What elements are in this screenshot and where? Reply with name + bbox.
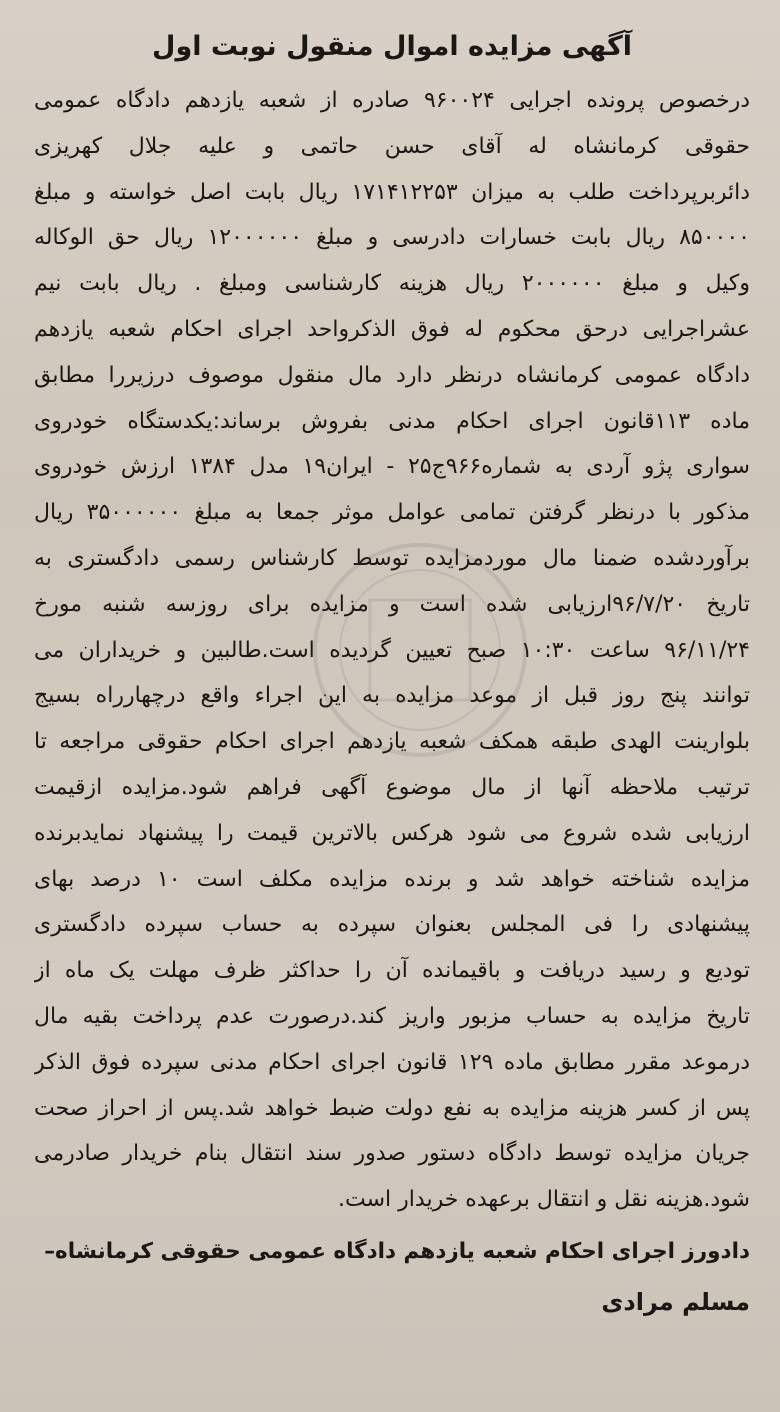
body-line: پس از کسر هزینه مزایده به نفع دولت ضبط خواهد شد.پس از احراز صحت xyxy=(34,1095,750,1121)
body-line: تاریخ مزایده به حساب مزبور واریز کند.درصورت عدم پرداخت بقیه مال xyxy=(34,1003,750,1029)
body-line: شود.هزینه نقل و انتقال برعهده خریدار است. xyxy=(338,1187,750,1213)
signature-title: دادورز اجرای احکام شعبه یازدهم دادگاه عمومی حقوقی کرمانشاه– xyxy=(44,1238,750,1264)
notice-body xyxy=(34,78,750,1223)
body-line: دائربرپرداخت طلب به میزان ۱۷۱۴۱۲۲۵۳ ریال بابت اصل خواسته و مبلغ xyxy=(34,179,750,205)
body-line: برآوردشده ضمنا مال موردمزایده توسط کارشناس رسمی دادگستری به xyxy=(34,545,750,571)
body-line: جریان مزایده توسط دادگاه دستور صدور سند انتقال بنام خریدار صادرمی xyxy=(34,1141,750,1167)
body-line: پیشنهادی را فی المجلس بعنوان سپرده به حساب سپرده دادگستری xyxy=(34,912,750,938)
body-line: ماده ۱۱۳قانون اجرای احکام مدنی بفروش برساند:یکدستگاه خودروی xyxy=(34,408,750,434)
body-line: بلوارینت الهدی طبقه همکف شعبه یازدهم اجرای احکام حقوقی مراجعه تا xyxy=(34,729,750,755)
body-line: مزایده شناخته خواهد شد و برنده مزایده مکلف است ۱۰ درصد بهای xyxy=(34,866,750,892)
body-line: دادگاه عمومی کرمانشاه درنظر دارد مال منقول موصوف درزیررا مطابق xyxy=(34,362,750,388)
body-line: درخصوص پرونده اجرایی ۹۶۰۰۲۴ صادره از شعبه یازدهم دادگاه عمومی xyxy=(34,88,750,113)
body-line: حقوقی کرمانشاه له آقای حسن حاتمی و علیه جلال کهریزی xyxy=(34,133,750,159)
body-line: توانند پنج روز قبل از موعد مزایده به این اجراء واقع درچهارراه بسیج xyxy=(34,683,750,709)
body-line: سواری پژو آردی به شماره۹۶۶ج۲۵ - ایران۱۹ مدل ۱۳۸۴ ارزش خودروی xyxy=(34,454,750,480)
signature-name: مسلم مرادی xyxy=(601,1287,750,1316)
body-line: درموعد مقرر مطابق ماده ۱۲۹ قانون اجرای احکام مدنی سپرده فوق الذکر xyxy=(34,1049,750,1075)
body-line: ارزیابی شده شروع می شود هرکس بالاترین قیمت را پیشنهاد نمایدبرنده xyxy=(34,820,750,846)
notice-title: آگهی مزایده اموال منقول نوبت اول xyxy=(152,31,632,62)
body-line: ۸۵۰۰۰۰ ریال بابت خسارات دادرسی و مبلغ ۱۲۰۰۰۰۰۰ ریال حق الوکاله xyxy=(34,225,750,251)
body-line: توديع و رسید دریافت و باقیمانده آن را حداکثر ظرف مهلت یک ماه از xyxy=(34,958,750,984)
body-line: ترتیب ملاحظه آنها از مال موضوع آگهی فراهم شود.مزایده ازقیمت xyxy=(34,774,750,800)
signature-block xyxy=(34,1227,750,1327)
body-line: مذکور با درنظر گرفتن تمامی عوامل موثر جمعا به مبلغ ۳۵۰۰۰۰۰۰ ریال xyxy=(34,500,750,526)
body-line: عشراجرایی درحق محکوم له فوق الذکرواحد اجرای احکام شعبه یازدهم xyxy=(34,316,750,342)
body-line: تاریخ ۹۶/۷/۲۰ارزیابی شده است و مزایده برای روزسه شنبه مورخ xyxy=(34,591,750,617)
body-line: ۹۶/۱۱/۲۴ ساعت ۱۰:۳۰ صبح تعیین گردیده است.طالبین و خریداران می xyxy=(34,637,750,663)
body-line: وکیل و مبلغ ۲۰۰۰۰۰۰ ریال هزینه کارشناسی ومبلغ . ریال بابت نیم xyxy=(34,271,750,297)
